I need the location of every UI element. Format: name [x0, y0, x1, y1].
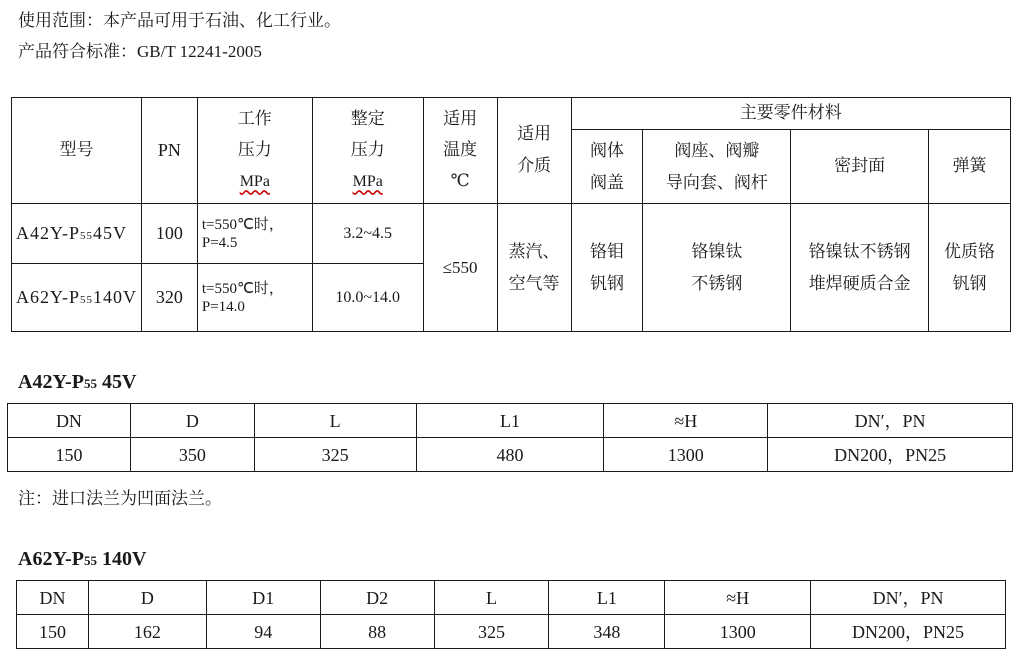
row2-model-sub: 55: [80, 294, 94, 307]
dim2-value-cell: 150: [17, 615, 89, 649]
dim1-header-cell: DN′，PN: [768, 404, 1013, 438]
dim2-heading-prefix: A62Y-P: [18, 548, 84, 570]
shared-medium-l2: 空气等: [508, 273, 560, 294]
dim1-value-cell: 150: [8, 438, 131, 472]
row2-model-suffix: 140V: [93, 287, 138, 308]
header-medium: [497, 98, 571, 204]
header-temperature: [423, 98, 497, 204]
dim2-value-cell: DN200，PN25: [811, 615, 1006, 649]
scope-text: 本产品可用于石油、化工行业。: [103, 11, 341, 31]
header-seat-disc-l2: 导向套、阀杆: [665, 172, 768, 193]
shared-spring-material-l2: 钒钢: [952, 273, 987, 294]
row1-work-pressure: [197, 204, 312, 264]
header-set-pressure-l2: 压力: [350, 140, 385, 160]
row2-work-pressure: [197, 264, 312, 332]
header-seat-disc: [643, 130, 791, 204]
dim1-heading-sub: 55: [83, 376, 97, 391]
dim1-header-cell: L: [254, 404, 416, 438]
shared-sealing-material: [791, 204, 929, 332]
dim1-value-cell: 1300: [604, 438, 768, 472]
row1-model: [12, 204, 142, 264]
shared-spring-material-l1: 优质铬: [944, 241, 996, 262]
dim2-value-cell: 88: [320, 615, 434, 649]
dim2-value-cell: 1300: [665, 615, 811, 649]
row1-work-pressure-l1: t=550℃时，: [201, 216, 284, 233]
spec-table: [11, 97, 1011, 332]
row1-model-sub: 55: [80, 230, 94, 243]
header-work-pressure: [197, 98, 312, 204]
dim2-value-cell: 162: [88, 615, 206, 649]
dim1-header-cell: L1: [416, 404, 604, 438]
header-body-bonnet-l2: 阀盖: [589, 172, 624, 193]
dim2-header-cell: L1: [549, 581, 665, 615]
flange-note: 注：进口法兰为凹面法兰。: [18, 489, 222, 509]
row2-work-pressure-l1: t=550℃时，: [201, 280, 284, 297]
row1-work-pressure-l2: P=4.5: [201, 234, 238, 251]
shared-body-material-l1: 铬钼: [589, 241, 624, 262]
row2-pn: 320: [141, 264, 197, 332]
dim1-header-cell: DN: [8, 404, 131, 438]
shared-body-material-l2: 钒钢: [589, 273, 624, 294]
shared-seat-material-l2: 不锈钢: [691, 273, 743, 294]
dim2-value-cell: 325: [434, 615, 549, 649]
row1-model-suffix: 45V: [93, 223, 128, 244]
row2-set-pressure: 10.0~14.0: [312, 264, 423, 332]
dim2-header-cell: L: [434, 581, 549, 615]
shared-seat-material: [643, 204, 791, 332]
header-body-bonnet: [571, 130, 643, 204]
dim2-value-cell: 94: [206, 615, 320, 649]
dim2-header-cell: D1: [206, 581, 320, 615]
dim1-header-row: [8, 404, 1013, 438]
dim1-header-cell: ≈H: [604, 404, 768, 438]
header-work-pressure-l2: 压力: [237, 140, 272, 160]
dim2-header-cell: DN′，PN: [811, 581, 1006, 615]
header-pn: PN: [141, 98, 197, 204]
header-temperature-l2: 温度: [443, 140, 478, 160]
row2-model-prefix: A62Y-P: [16, 287, 81, 308]
dim-table-2-heading: [18, 548, 146, 571]
dim2-value-row: [17, 615, 1006, 649]
dim1-heading-prefix: A42Y-P: [18, 371, 84, 393]
row1-set-pressure: 3.2~4.5: [312, 204, 423, 264]
header-set-pressure-l1: 整定: [350, 108, 385, 129]
shared-sealing-material-l2: 堆焊硬质合金: [808, 273, 911, 294]
dim1-value-row: [8, 438, 1013, 472]
standard-line: [18, 37, 262, 62]
shared-sealing-material-l1: 铬镍钛不锈钢: [808, 241, 911, 262]
header-sealing: 密封面: [791, 130, 929, 204]
scope-line: [18, 6, 341, 31]
header-temperature-unit: ℃: [450, 171, 470, 192]
header-work-pressure-l1: 工作: [237, 108, 272, 129]
header-medium-l2: 介质: [517, 155, 552, 176]
scope-label: 使用范围：: [18, 11, 103, 31]
dim2-heading-suffix: 140V: [96, 548, 147, 570]
dim2-header-cell: ≈H: [665, 581, 811, 615]
dim2-header-cell: D: [88, 581, 206, 615]
dim1-value-cell: 480: [416, 438, 604, 472]
row1-pn: 100: [141, 204, 197, 264]
dim2-heading-sub: 55: [83, 553, 97, 568]
shared-seat-material-l1: 铬镍钛: [691, 241, 743, 262]
dim-table-1-heading: [18, 371, 136, 394]
dim-table-2: [16, 580, 1006, 649]
dim2-header-cell: DN: [17, 581, 89, 615]
dim1-value-cell: 325: [254, 438, 416, 472]
shared-medium-l1: 蒸汽、: [508, 241, 560, 262]
dim1-heading-suffix: 45V: [96, 371, 137, 393]
header-set-pressure-unit: MPa: [352, 173, 383, 191]
header-body-bonnet-l1: 阀体: [589, 140, 624, 161]
header-materials-title: 主要零件材料: [571, 98, 1010, 130]
header-temperature-l1: 适用: [443, 108, 478, 129]
standard-label: 产品符合标准：: [18, 42, 137, 62]
header-seat-disc-l1: 阀座、阀瓣: [674, 140, 760, 161]
header-set-pressure: [312, 98, 423, 204]
dim1-header-cell: D: [130, 404, 254, 438]
header-work-pressure-unit: MPa: [239, 173, 270, 191]
shared-body-material: [571, 204, 643, 332]
row2-work-pressure-l2: P=14.0: [201, 298, 245, 315]
header-spring: 弹簧: [929, 130, 1011, 204]
shared-medium: [497, 204, 571, 332]
shared-temperature: ≤550: [423, 204, 497, 332]
dim2-header-row: [17, 581, 1006, 615]
dim2-header-cell: D2: [320, 581, 434, 615]
standard-code: GB/T 12241-2005: [137, 42, 262, 61]
dim1-value-cell: DN200，PN25: [768, 438, 1013, 472]
header-medium-l1: 适用: [517, 124, 552, 145]
row1-model-prefix: A42Y-P: [16, 223, 81, 244]
dim-table-1: [7, 403, 1013, 472]
dim2-value-cell: 348: [549, 615, 665, 649]
header-model: 型号: [12, 98, 142, 204]
dim1-value-cell: 350: [130, 438, 254, 472]
row2-model: [12, 264, 142, 332]
shared-spring-material: [929, 204, 1011, 332]
